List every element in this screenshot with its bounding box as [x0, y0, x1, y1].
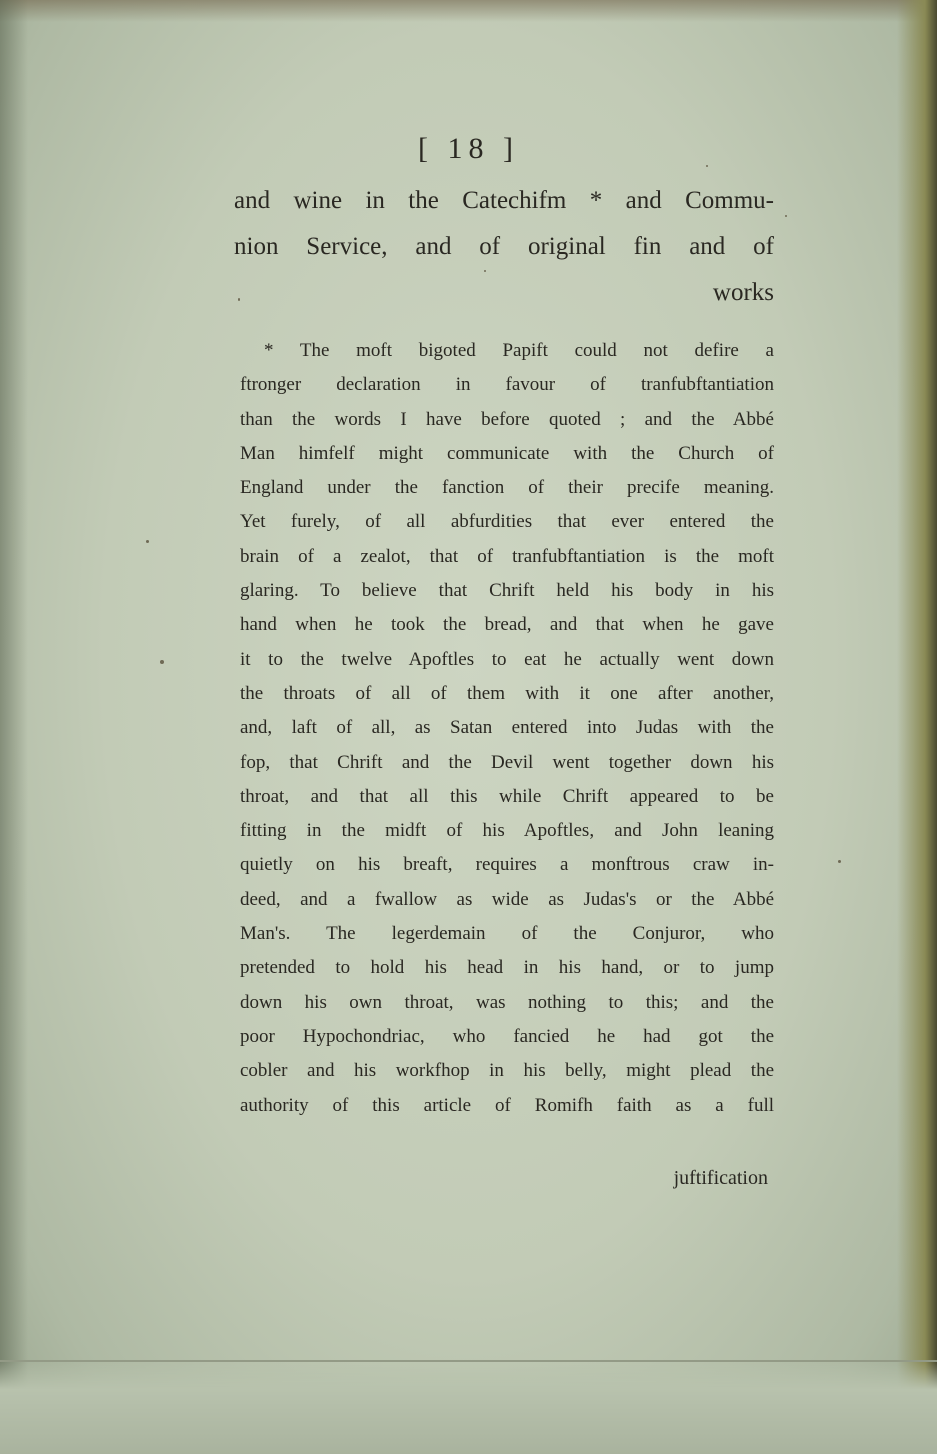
footnote-line: authority of this article of Romifh faith as a full	[240, 1094, 774, 1116]
footnote-line: * The moft bigoted Papift could not defire a	[264, 340, 774, 361]
page-number: [ 18 ]	[418, 132, 519, 165]
main-text	[234, 178, 774, 316]
footnote-line: it to the twelve Apoftles to eat he actually went down	[240, 648, 774, 670]
footnote	[240, 334, 774, 1123]
footnote-line: Man himfelf might communicate with the Church of	[240, 442, 774, 464]
footnote-line: poor Hypochondriac, who fancied he had got the	[240, 1025, 774, 1047]
footnote-line: ftronger declaration in favour of tranfubftantiation	[240, 374, 774, 396]
footnote-line: down his own throat, was nothing to this; and the	[240, 991, 774, 1013]
footnote-line: glaring. To believe that Chrift held his body in his	[240, 580, 774, 602]
page-bottom-fold	[0, 1360, 937, 1454]
catchword-top: works	[712, 279, 774, 306]
footnote-line: fop, that Chrift and the Devil went together down his	[240, 751, 774, 773]
main-text-line: nion Service, and of original fin and of	[234, 233, 774, 260]
page-top-edge	[0, 0, 937, 22]
footnote-line: hand when he took the bread, and that when he gave	[240, 614, 774, 636]
footnote-line: than the words I have before quoted ; and the Abbé	[240, 408, 774, 430]
footnote-line: fitting in the midft of his Apoftles, and John leaning	[240, 820, 774, 842]
footnote-line: England under the fanction of their precife meaning.	[240, 477, 774, 499]
page-left-edge	[0, 0, 28, 1454]
footnote-line: throat, and that all this while Chrift appeared to be	[240, 785, 774, 807]
footnote-line: and, laft of all, as Satan entered into Judas with the	[240, 717, 774, 739]
footnote-line: the throats of all of them with it one after another,	[240, 682, 774, 704]
footnote-line: pretended to hold his head in his hand, or to jump	[240, 957, 774, 979]
footnote-line: cobler and his workfhop in his belly, might plead the	[240, 1060, 774, 1082]
footnote-line: brain of a zealot, that of tranfubftantiation is the moft	[240, 545, 774, 567]
page-binding-edge	[897, 0, 937, 1454]
footnote-line: deed, and a fwallow as wide as Judas's or the Abbé	[240, 888, 774, 910]
footnote-line: Man's. The legerdemain of the Conjuror, who	[240, 923, 774, 945]
footnote-line: quietly on his breaft, requires a monftrous craw in-	[240, 854, 774, 876]
catchword-bottom: juftification	[673, 1167, 768, 1189]
footnote-line: Yet furely, of all abfurdities that ever entered the	[240, 511, 774, 533]
main-text-line: and wine in the Catechifm * and Commu-	[234, 187, 774, 214]
